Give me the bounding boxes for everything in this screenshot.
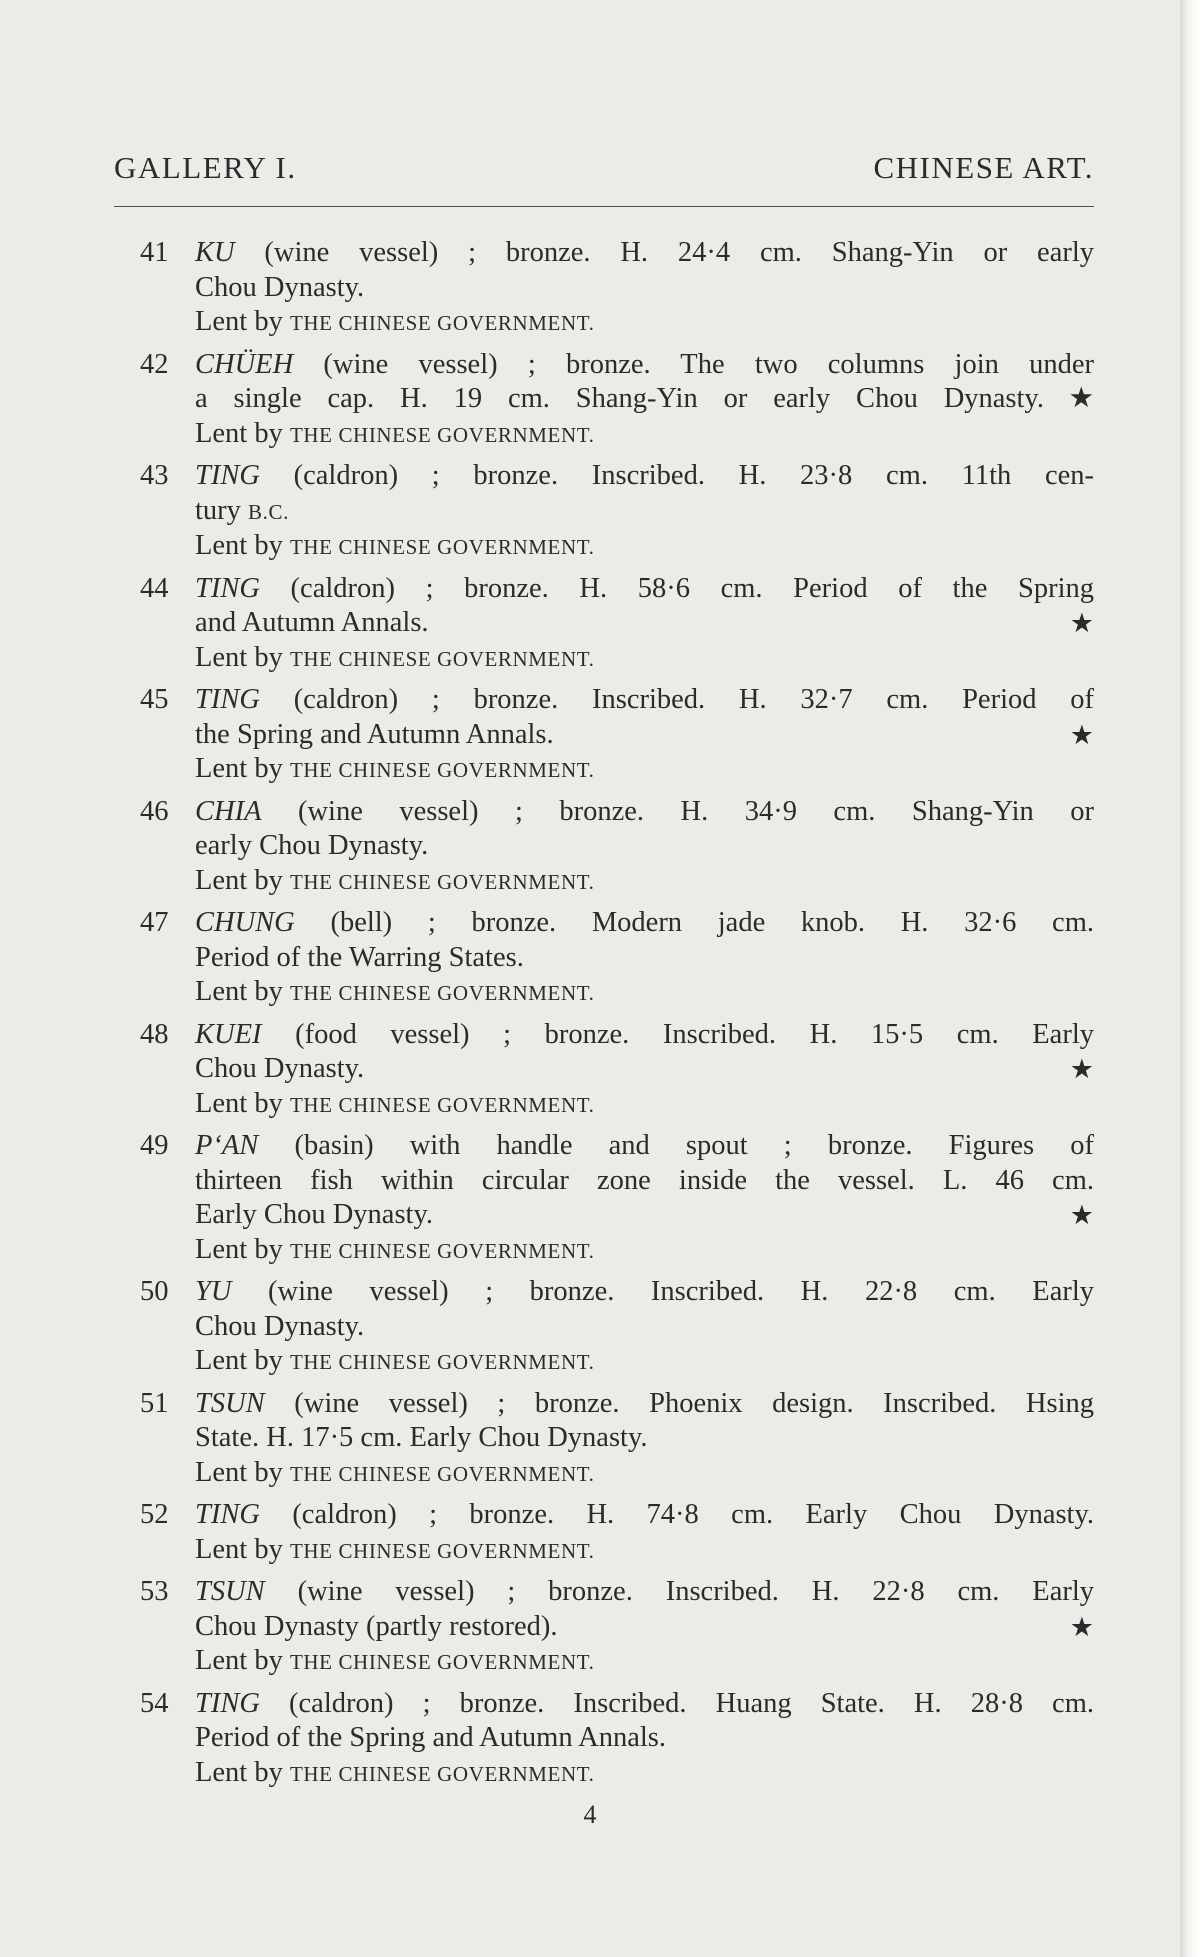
- object-name: KUEI: [195, 1018, 262, 1050]
- lender-name: THE CHINESE GOVERNMENT.: [289, 758, 595, 782]
- entry-number: 54: [140, 1687, 169, 1719]
- lent-prefix: Lent by: [195, 1645, 290, 1676]
- catalogue-entry-54: [140, 1687, 1094, 1792]
- description-continued: State. H. 17·5 cm. Early Chou Dynasty.: [195, 1422, 648, 1453]
- lender-name: THE CHINESE GOVERNMENT.: [289, 1238, 595, 1263]
- description-continued: Period of the Warring States.: [195, 941, 524, 973]
- gallery-heading: GALLERY I.: [114, 150, 297, 185]
- star-icon: ★: [1069, 608, 1094, 638]
- catalogue-entry-46: [140, 795, 1094, 900]
- object-name: TING: [195, 460, 260, 491]
- description-text: Chou Dynasty (partly restored).: [195, 1610, 558, 1642]
- lender-name: THE CHINESE GOVERNMENT.: [289, 1350, 595, 1374]
- lender-line: [195, 1644, 1094, 1680]
- lender-line: [195, 1756, 1094, 1792]
- entry-description: [195, 236, 1094, 271]
- description-continued: [195, 1198, 1094, 1233]
- object-name: TING: [195, 1687, 260, 1719]
- description-continued: Chou Dynasty.: [195, 271, 365, 303]
- lent-prefix: Lent by: [195, 641, 290, 673]
- catalogue-entry-42: [140, 348, 1094, 453]
- description-continued: [195, 718, 1094, 753]
- entry-number: 47: [140, 907, 169, 938]
- lender-name: THE CHINESE GOVERNMENT.: [289, 422, 595, 447]
- description-text: (wine vessel) ; bronze. Phoenix design. Inscribed. Hsing: [264, 1387, 1094, 1419]
- entry-description: [195, 906, 1094, 941]
- description-text: a single cap. H. 19 cm. Shang-Yin or early Chou Dynasty.: [195, 383, 1044, 414]
- lent-prefix: Lent by: [195, 1233, 290, 1265]
- description-continued: [195, 1610, 1094, 1645]
- entry-description: [195, 1275, 1094, 1310]
- lender-line: [195, 1456, 1094, 1492]
- description-continued: early Chou Dynasty.: [195, 830, 429, 861]
- lender-line: [195, 1087, 1094, 1123]
- object-name: TSUN: [195, 1576, 265, 1607]
- lender-name: THE CHINESE GOVERNMENT.: [289, 981, 595, 1005]
- description-text: (wine vessel) ; bronze. Inscribed. H. 22·8 cm. Early: [264, 1576, 1094, 1607]
- lent-prefix: Lent by: [195, 530, 290, 561]
- lender-line: [195, 529, 1094, 565]
- entry-description: [195, 1498, 1094, 1533]
- entry-number: 43: [140, 460, 169, 491]
- lender-line: [195, 1233, 1094, 1269]
- object-name: TING: [195, 684, 260, 715]
- lender-name: THE CHINESE GOVERNMENT.: [289, 535, 595, 559]
- lent-prefix: Lent by: [195, 864, 290, 896]
- entry-number: 52: [140, 1499, 169, 1530]
- lent-prefix: Lent by: [195, 417, 290, 449]
- lent-prefix: Lent by: [195, 1087, 290, 1119]
- lender-name: THE CHINESE GOVERNMENT.: [289, 1092, 595, 1117]
- description-text: (food vessel) ; bronze. Inscribed. H. 15·5 cm. Early: [261, 1018, 1094, 1050]
- catalogue-entry-50: [140, 1275, 1094, 1380]
- description-text: Early Chou Dynasty.: [195, 1199, 433, 1230]
- description-text: tury: [195, 494, 249, 526]
- description-text: (wine vessel) ; bronze. H. 24·4 cm. Shang-Yin or early: [234, 237, 1094, 268]
- object-name: TING: [195, 1499, 260, 1530]
- catalogue-entry-45: [140, 683, 1094, 788]
- star-icon: ★: [1069, 719, 1094, 750]
- description-text: (wine vessel) ; bronze. The two columns join under: [293, 348, 1094, 380]
- description-text: (basin) with handle and spout ; bronze. Figures of: [258, 1130, 1094, 1161]
- object-name: P‘AN: [195, 1130, 259, 1161]
- entry-number: 50: [140, 1276, 169, 1307]
- description-continued: [195, 382, 1094, 417]
- entry-number: 49: [140, 1130, 169, 1161]
- description-continued: Chou Dynasty.: [195, 1310, 365, 1342]
- object-name: YU: [195, 1276, 232, 1307]
- lent-prefix: Lent by: [195, 753, 290, 784]
- description-text: (wine vessel) ; bronze. H. 34·9 cm. Shang-Yin or: [261, 795, 1094, 827]
- running-head: [114, 150, 1094, 194]
- page-number: 4: [583, 1800, 597, 1829]
- lender-name: THE CHINESE GOVERNMENT.: [289, 311, 595, 335]
- entry-description: [195, 348, 1094, 383]
- entry-number: 51: [140, 1387, 169, 1419]
- description-continued: thirteen fish within circular zone inside the vessel. L. 46 cm.: [195, 1164, 1094, 1196]
- section-heading: CHINESE ART.: [873, 150, 1094, 185]
- entry-number: 45: [140, 684, 169, 715]
- star-icon: ★: [1069, 1611, 1094, 1642]
- object-name: KU: [195, 237, 235, 268]
- lender-line: [195, 752, 1094, 788]
- entry-number: 48: [140, 1018, 169, 1050]
- description-continued: [195, 494, 1094, 530]
- lent-prefix: Lent by: [195, 1533, 290, 1565]
- lender-name: THE CHINESE GOVERNMENT.: [289, 1761, 595, 1786]
- lender-name: THE CHINESE GOVERNMENT.: [289, 646, 595, 671]
- lender-line: [195, 864, 1094, 900]
- lender-name: THE CHINESE GOVERNMENT.: [289, 1538, 595, 1563]
- description-text: and Autumn Annals.: [195, 607, 429, 638]
- object-name: TING: [195, 572, 260, 604]
- object-name: CHIA: [195, 795, 262, 827]
- description-text: (wine vessel) ; bronze. Inscribed. H. 22·8 cm. Early: [231, 1276, 1094, 1307]
- entry-description: [195, 1018, 1094, 1053]
- lender-name: THE CHINESE GOVERNMENT.: [289, 1650, 595, 1674]
- catalogue-entries: [140, 236, 1094, 1798]
- entry-description: [195, 1387, 1094, 1422]
- lender-line: [195, 1533, 1094, 1569]
- description-text: (caldron) ; bronze. H. 74·8 cm. Early Chou Dynasty.: [259, 1499, 1094, 1530]
- lent-prefix: Lent by: [195, 1756, 290, 1788]
- description-text: (bell) ; bronze. Modern jade knob. H. 32·6 cm.: [294, 907, 1094, 938]
- lender-line: [195, 975, 1094, 1011]
- description-text: (caldron) ; bronze. Inscribed. Huang State. H. 28·8 cm.: [259, 1687, 1094, 1719]
- entry-description: [195, 1575, 1094, 1610]
- entry-number: 42: [140, 348, 169, 380]
- catalogue-entry-52: [140, 1498, 1094, 1568]
- catalogue-entry-48: [140, 1018, 1094, 1123]
- star-icon: ★: [1069, 1054, 1094, 1084]
- lent-prefix: Lent by: [195, 306, 290, 337]
- lender-line: [195, 417, 1094, 453]
- lender-line: [195, 641, 1094, 677]
- entry-number: 46: [140, 795, 169, 827]
- entry-description: [195, 572, 1094, 607]
- entry-description: [195, 459, 1094, 494]
- lender-name: THE CHINESE GOVERNMENT.: [289, 1461, 595, 1486]
- lent-prefix: Lent by: [195, 1456, 290, 1488]
- entry-description: [195, 1129, 1094, 1164]
- catalogue-entry-49: [140, 1129, 1094, 1268]
- star-icon: ★: [1069, 1200, 1094, 1230]
- description-text: (caldron) ; bronze. Inscribed. H. 32·7 cm. Period of: [259, 684, 1094, 715]
- description-text: the Spring and Autumn Annals.: [195, 718, 554, 750]
- page-edge: [1180, 0, 1200, 1957]
- object-name: TSUN: [195, 1387, 265, 1419]
- catalogue-entry-47: [140, 906, 1094, 1011]
- lent-prefix: Lent by: [195, 976, 290, 1007]
- entry-description: [195, 795, 1094, 830]
- description-text: Chou Dynasty.: [195, 1053, 365, 1084]
- lender-name: THE CHINESE GOVERNMENT.: [289, 869, 595, 894]
- description-continued: [195, 606, 1094, 641]
- lender-line: [195, 1344, 1094, 1380]
- catalogue-entry-53: [140, 1575, 1094, 1680]
- description-continued: [195, 1052, 1094, 1087]
- catalogue-entry-51: [140, 1387, 1094, 1492]
- entry-number: 41: [140, 237, 169, 268]
- lent-prefix: Lent by: [195, 1345, 290, 1376]
- era-abbreviation: B.C.: [248, 499, 289, 524]
- catalogue-entry-41: [140, 236, 1094, 341]
- entry-number: 44: [140, 572, 169, 604]
- description-text: (caldron) ; bronze. Inscribed. H. 23·8 cm. 11th cen-: [259, 460, 1094, 491]
- entry-description: [195, 683, 1094, 718]
- lender-line: [195, 305, 1094, 341]
- object-name: CHUNG: [195, 907, 295, 938]
- entry-description: [195, 1687, 1094, 1722]
- star-icon: ★: [1049, 383, 1094, 414]
- catalogue-entry-44: [140, 572, 1094, 677]
- header-rule: [114, 206, 1094, 207]
- catalogue-entry-43: [140, 459, 1094, 565]
- object-name: CHÜEH: [195, 348, 294, 380]
- description-continued: Period of the Spring and Autumn Annals.: [195, 1722, 667, 1753]
- entry-number: 53: [140, 1576, 169, 1607]
- description-text: (caldron) ; bronze. H. 58·6 cm. Period of the Spring: [259, 572, 1094, 604]
